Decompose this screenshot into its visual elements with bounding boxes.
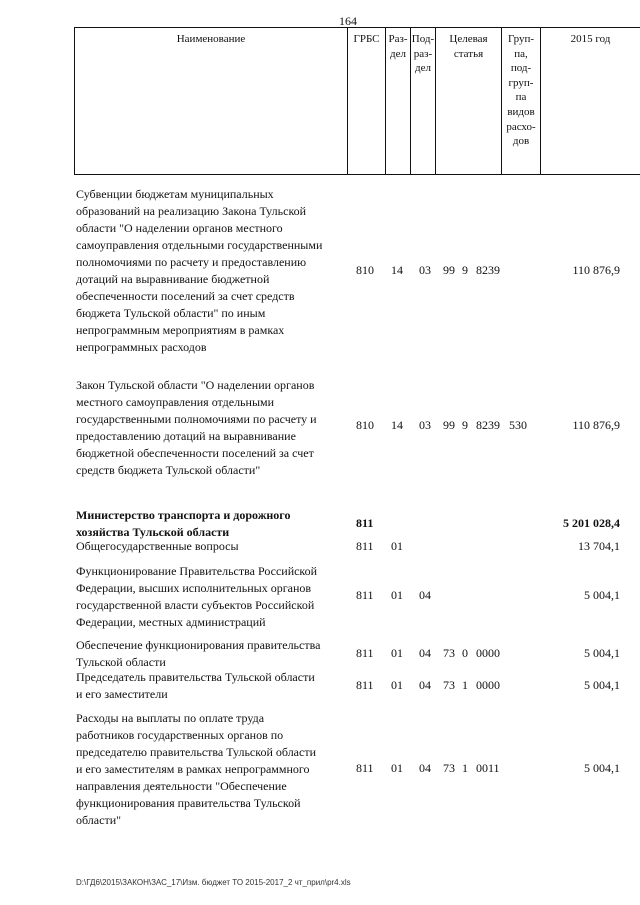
row-cs-subprogram: 1 [462,761,468,775]
row-grbs: 811 [356,539,374,553]
row-podrazdel: 04 [419,588,431,602]
row-sum: 110 876,9 [572,263,620,277]
row-cs-code: 0000 [476,678,500,692]
row-cs-program: 73 [443,646,455,660]
row-grbs: 811 [356,516,374,530]
row-razdel: 01 [391,588,403,602]
row-razdel: 01 [391,646,403,660]
row-podrazdel: 04 [419,761,431,775]
header-gruppa-vidov: Груп- па, под- груп- па видов расхо- дов [502,28,541,174]
row-cs-program: 73 [443,678,455,692]
row-sum: 5 004,1 [584,678,620,692]
row-name: Министерство транспорта и дорожного хозяйства Тульской области [76,508,291,539]
row-grbs: 811 [356,678,374,692]
row-cs-code: 0011 [476,761,500,775]
row-name: Субвенции бюджетам муниципальных образований на реализацию Закона Тульской области "О наделении органов местного самоуправления отдельными государственными полномочиями по расчету и предоставлению дотаций на выравнивание бюджетной обеспеченности поселений за счет средств бюджета Тульской области" по иным непрограммным мероприятиям в рамках непрограммных расходов [76,187,323,354]
header-name: Наименование [74,28,348,174]
row-razdel: 14 [391,263,403,277]
row-sum: 110 876,9 [572,418,620,432]
row-sum: 5 004,1 [584,646,620,660]
row-name: Обеспечение функционирования правительства Тульской области [76,638,321,669]
row-name: Функционирование Правительства Российской Федерации, высших исполнительных органов государственной власти субъектов Российской Федерации, местных администраций [76,564,318,629]
row-podrazdel: 03 [419,263,431,277]
row-cs-program: 99 [443,263,455,277]
row-sum: 5 004,1 [584,761,620,775]
row-name: Расходы на выплаты по оплате труда работников государственных органов по председателю правительства Тульской области и его заместителям в рамках непрограммного направления деятельности "Обеспечение функционирования правительства Тульской области" [76,711,316,827]
row-cs-subprogram: 9 [462,263,468,277]
header-year: 2015 год [570,33,611,45]
header-grbs: ГРБС [348,28,386,174]
row-grbs: 811 [356,588,374,602]
row-podrazdel: 03 [419,418,431,432]
file-path-footer: D:\ГД6\2015\ЗАКОН\ЗАС_17\Изм. бюджет ТО 2015-2017_2 чт_прил\pr4.xls [76,878,351,887]
row-name: Общегосударственные вопросы [76,539,239,553]
row-cs-program: 99 [443,418,455,432]
row-sum: 5 004,1 [584,588,620,602]
row-razdel: 14 [391,418,403,432]
row-name: Закон Тульской области "О наделении органов местного самоуправления отдельными государственными полномочиями по расчету и предоставлению дотаций на выравнивание бюджетной обеспеченности поселений за счет средств бюджета Тульской области" [76,378,317,477]
row-name: Председатель правительства Тульской области и его заместители [76,670,315,701]
row-cs-subprogram: 0 [462,646,468,660]
page-number: 164 [339,14,357,28]
row-grbs: 810 [356,418,374,432]
table-header [74,27,640,175]
row-razdel: 01 [391,761,403,775]
row-cs-subprogram: 9 [462,418,468,432]
row-sum: 5 201 028,4 [563,516,620,530]
row-grbs: 810 [356,263,374,277]
row-cs-code: 8239 [476,263,500,277]
row-grbs: 811 [356,646,374,660]
row-podrazdel: 04 [419,678,431,692]
row-cs-subprogram: 1 [462,678,468,692]
row-cs-program: 73 [443,761,455,775]
row-cs-code: 8239 [476,418,500,432]
header-celevaya-statya: Целевая статья [436,28,502,174]
row-cs-code: 0000 [476,646,500,660]
row-vid: 530 [509,418,527,432]
row-sum: 13 704,1 [578,539,620,553]
row-podrazdel: 04 [419,646,431,660]
row-razdel: 01 [391,678,403,692]
row-grbs: 811 [356,761,374,775]
header-podrazdel: Под- раз- дел [411,28,436,174]
row-razdel: 01 [391,539,403,553]
header-razdel: Раз- дел [386,28,411,174]
